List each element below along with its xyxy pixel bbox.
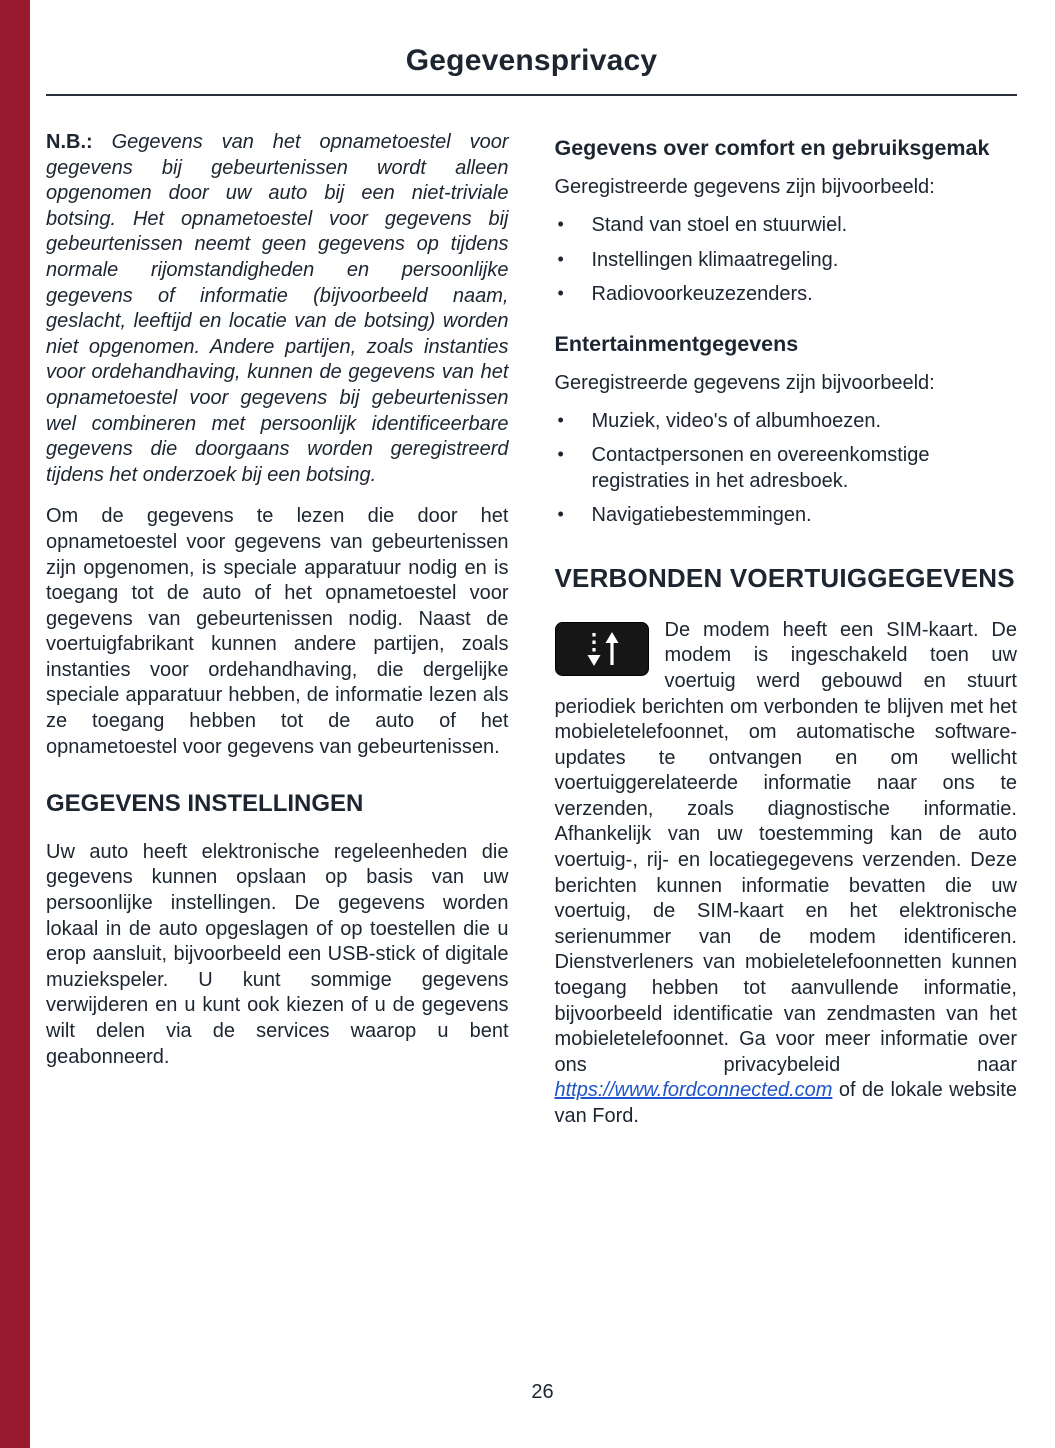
bullet-text: Contactpersonen en overeenkomstige registraties in het adresboek. [591, 444, 930, 492]
section-heading-verbonden-voertuiggegevens: VERBONDEN VOERTUIGGEGEVENS [554, 563, 1015, 594]
section-heading-comfort: Gegevens over comfort en gebruiksgemak [554, 136, 990, 160]
list-item [555, 409, 1018, 435]
bullet-text: Muziek, video's of albumhoezen. [591, 409, 882, 432]
section-heading-gegevens-instellingen: GEGEVENS INSTELLINGEN [46, 790, 364, 818]
connected-vehicle-paragraph [555, 618, 1018, 1130]
manual-page [30, 0, 1055, 1448]
list-item [555, 248, 1018, 274]
entertainment-intro: Geregistreerde gegevens zijn bijvoorbeeld: [554, 372, 935, 395]
bullet-text: Radiovoorkeuzezenders. [591, 283, 813, 306]
bullet-text: Instellingen klimaatregeling. [591, 248, 839, 271]
comfort-intro: Geregistreerde gegevens zijn bijvoorbeeld: [554, 176, 935, 199]
section-heading-entertainment: Entertainmentgegevens [554, 331, 799, 356]
right-column [555, 130, 1018, 1146]
left-column [46, 130, 509, 1146]
modem-data-transfer-icon [555, 622, 649, 676]
bullet-text: Stand van stoel en stuurwiel. [591, 213, 848, 236]
fordconnected-link[interactable]: https://www.fordconnected.com [554, 1079, 833, 1102]
entertainment-bullet-list [555, 409, 1018, 529]
list-item [555, 282, 1018, 308]
page-number: 26 [531, 1381, 554, 1403]
list-item [555, 503, 1018, 529]
two-column-layout [46, 130, 1017, 1146]
settings-paragraph: Uw auto heeft elektronische regeleenheden die gegevens kunnen opslaan op basis van uw persoonlijke instellingen. De gegevens worden lokaal in de auto opgeslagen of op toestellen die u erop aansluit, bijvoorbeeld een USB-stick of digitale muziekspeler. U kunt sommige gegevens verwijderen en u kunt ook kiezen of u de gegevens wilt delen via de services waarop u bent geabonneerd. [46, 840, 509, 1068]
edr-note-paragraph [46, 130, 509, 488]
title-divider [46, 94, 1017, 96]
list-item [555, 213, 1018, 239]
bullet-text: Navigatiebestemmingen. [591, 504, 812, 527]
page-spine-bar [0, 0, 30, 1448]
connected-text-before-link: De modem heeft een SIM-kaart. De modem is ingeschakeld toen uw voertuig werd gebouwd en stuurt periodiek berichten om verbonden te blijven met het mobieletelefoonnet, om automatische software-updates te ontvangen en om wellicht voertuiggerelateerde informatie naar ons te verzenden, zoals diagnostische informatie. Afhankelijk van uw toestemming kan de auto voertuig-, rij- en locatiegegevens verzenden. Deze berichten kunnen informatie bevatten die uw voertuig, de SIM-kaart en het elektronische serienummer van de modem identificeren. Dienstverleners van mobieletelefoonnetten kunnen toegang hebben tot aanvullende informatie, bijvoorbeeld identificatie van zendmasten van het mobieletelefoonnet. Ga voor meer informatie over ons privacybeleid naar [554, 618, 1017, 1076]
connected-text-after-link: of de lokale website van Ford. [554, 1079, 1017, 1128]
note-text: Gegevens van het opnametoestel voor gegevens bij gebeurtenissen wordt alleen opgenomen door uw auto bij een niet-triviale botsing. Het opnametoestel voor gegevens bij gebeurtenissen neemt geen gegevens op tijdens normale rijomstandigheden en persoonlijke gegevens of informatie (bijvoorbeeld naam, geslacht, leeftijd en locatie van de botsing) worden niet opgenomen. Andere partijen, zoals instanties voor ordehandhaving, kunnen de gegevens van het opnametoestel voor gegevens bij gebeurtenissen wel combineren met persoonlijk identificeerbare gegevens die doorgaans worden geregistreerd tijdens het onderzoek bij een botsing. [46, 131, 509, 486]
note-label: N.B.: [46, 131, 93, 153]
page-title: Gegevensprivacy [405, 44, 658, 77]
list-item [555, 443, 1018, 494]
comfort-bullet-list [555, 213, 1018, 308]
edr-reading-paragraph: Om de gegevens te lezen die door het opnametoestel voor gegevens van gebeurtenissen zijn opgenomen, is speciale apparatuur nodig en is toegang tot de auto of het opnametoestel voor gegevens van gebeurtenissen nodig. Naast de voertuigfabrikant kunnen andere partijen, zoals instanties voor ordehandhaving, die dergelijke speciale apparatuur hebben, de informatie lezen als ze toegang hebben tot de auto of het opnametoestel voor gegevens van gebeurtenissen. [46, 505, 509, 758]
